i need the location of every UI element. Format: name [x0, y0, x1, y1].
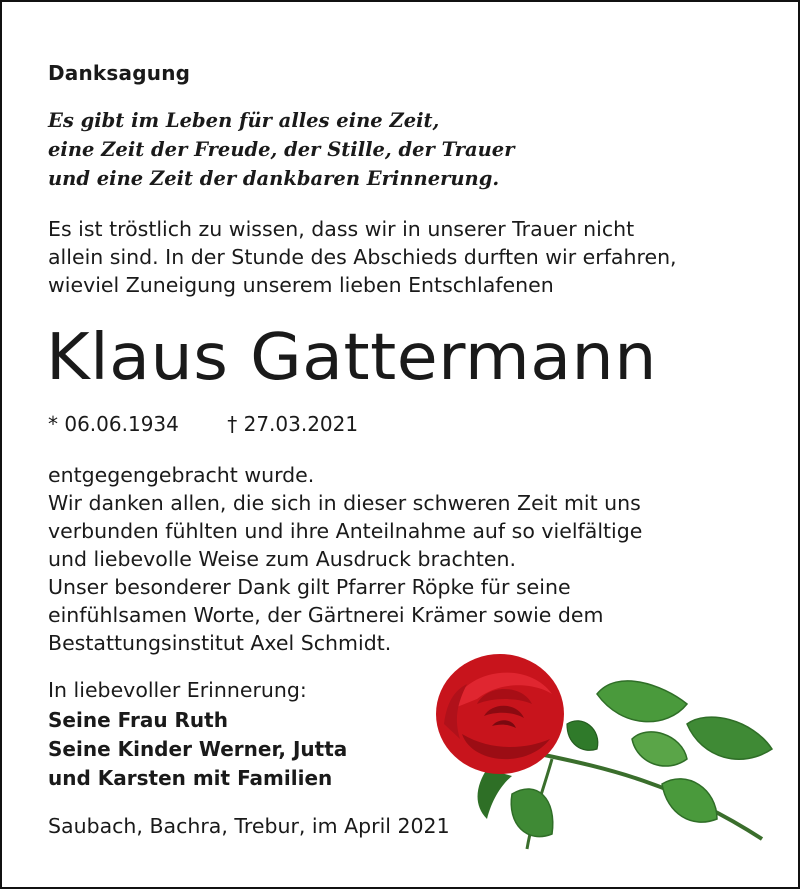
intro-paragraph — [48, 215, 677, 299]
poem-line: und eine Zeit der dankbaren Erinnerung. — [48, 167, 500, 190]
heading: Danksagung — [48, 61, 191, 85]
poem-line: Es gibt im Leben für alles eine Zeit, — [48, 109, 440, 132]
signatory-line: und Karsten mit Familien — [48, 766, 333, 790]
signature-intro: In liebevoller Erinnerung: — [48, 678, 307, 702]
birth-date: * 06.06.1934 — [48, 412, 179, 436]
place-date: Saubach, Bachra, Trebur, im April 2021 — [48, 814, 450, 838]
paragraph-line: einfühlsamen Worte, der Gärtnerei Krämer sowie dem — [48, 603, 604, 627]
life-dates — [48, 412, 358, 436]
paragraph-line: Wir danken allen, die sich in dieser schweren Zeit mit uns — [48, 491, 641, 515]
paragraph-line: und liebevolle Weise zum Ausdruck brachten. — [48, 547, 516, 571]
death-date: † 27.03.2021 — [227, 412, 359, 436]
paragraph-line: Bestattungsinstitut Axel Schmidt. — [48, 631, 392, 655]
paragraph-line: Unser besonderer Dank gilt Pfarrer Röpke für seine — [48, 575, 571, 599]
signatory-line: Seine Frau Ruth — [48, 708, 228, 732]
paragraph-line: verbunden fühlten und ihre Anteilnahme auf so vielfältige — [48, 519, 643, 543]
signatory-line: Seine Kinder Werner, Jutta — [48, 737, 348, 761]
signatories — [48, 706, 347, 793]
paragraph-line: entgegengebracht wurde. — [48, 463, 315, 487]
red-rose-icon — [432, 654, 792, 854]
paragraph-line: allein sind. In der Stunde des Abschieds durften wir erfahren, — [48, 245, 677, 269]
deceased-name: Klaus Gattermann — [46, 321, 657, 395]
paragraph-line: Es ist tröstlich zu wissen, dass wir in unserer Trauer nicht — [48, 217, 635, 241]
thanks-paragraph — [48, 461, 642, 657]
poem-line: eine Zeit der Freude, der Stille, der Trauer — [48, 138, 515, 161]
poem — [48, 106, 514, 193]
paragraph-line: wieviel Zuneigung unserem lieben Entschlafenen — [48, 273, 554, 297]
